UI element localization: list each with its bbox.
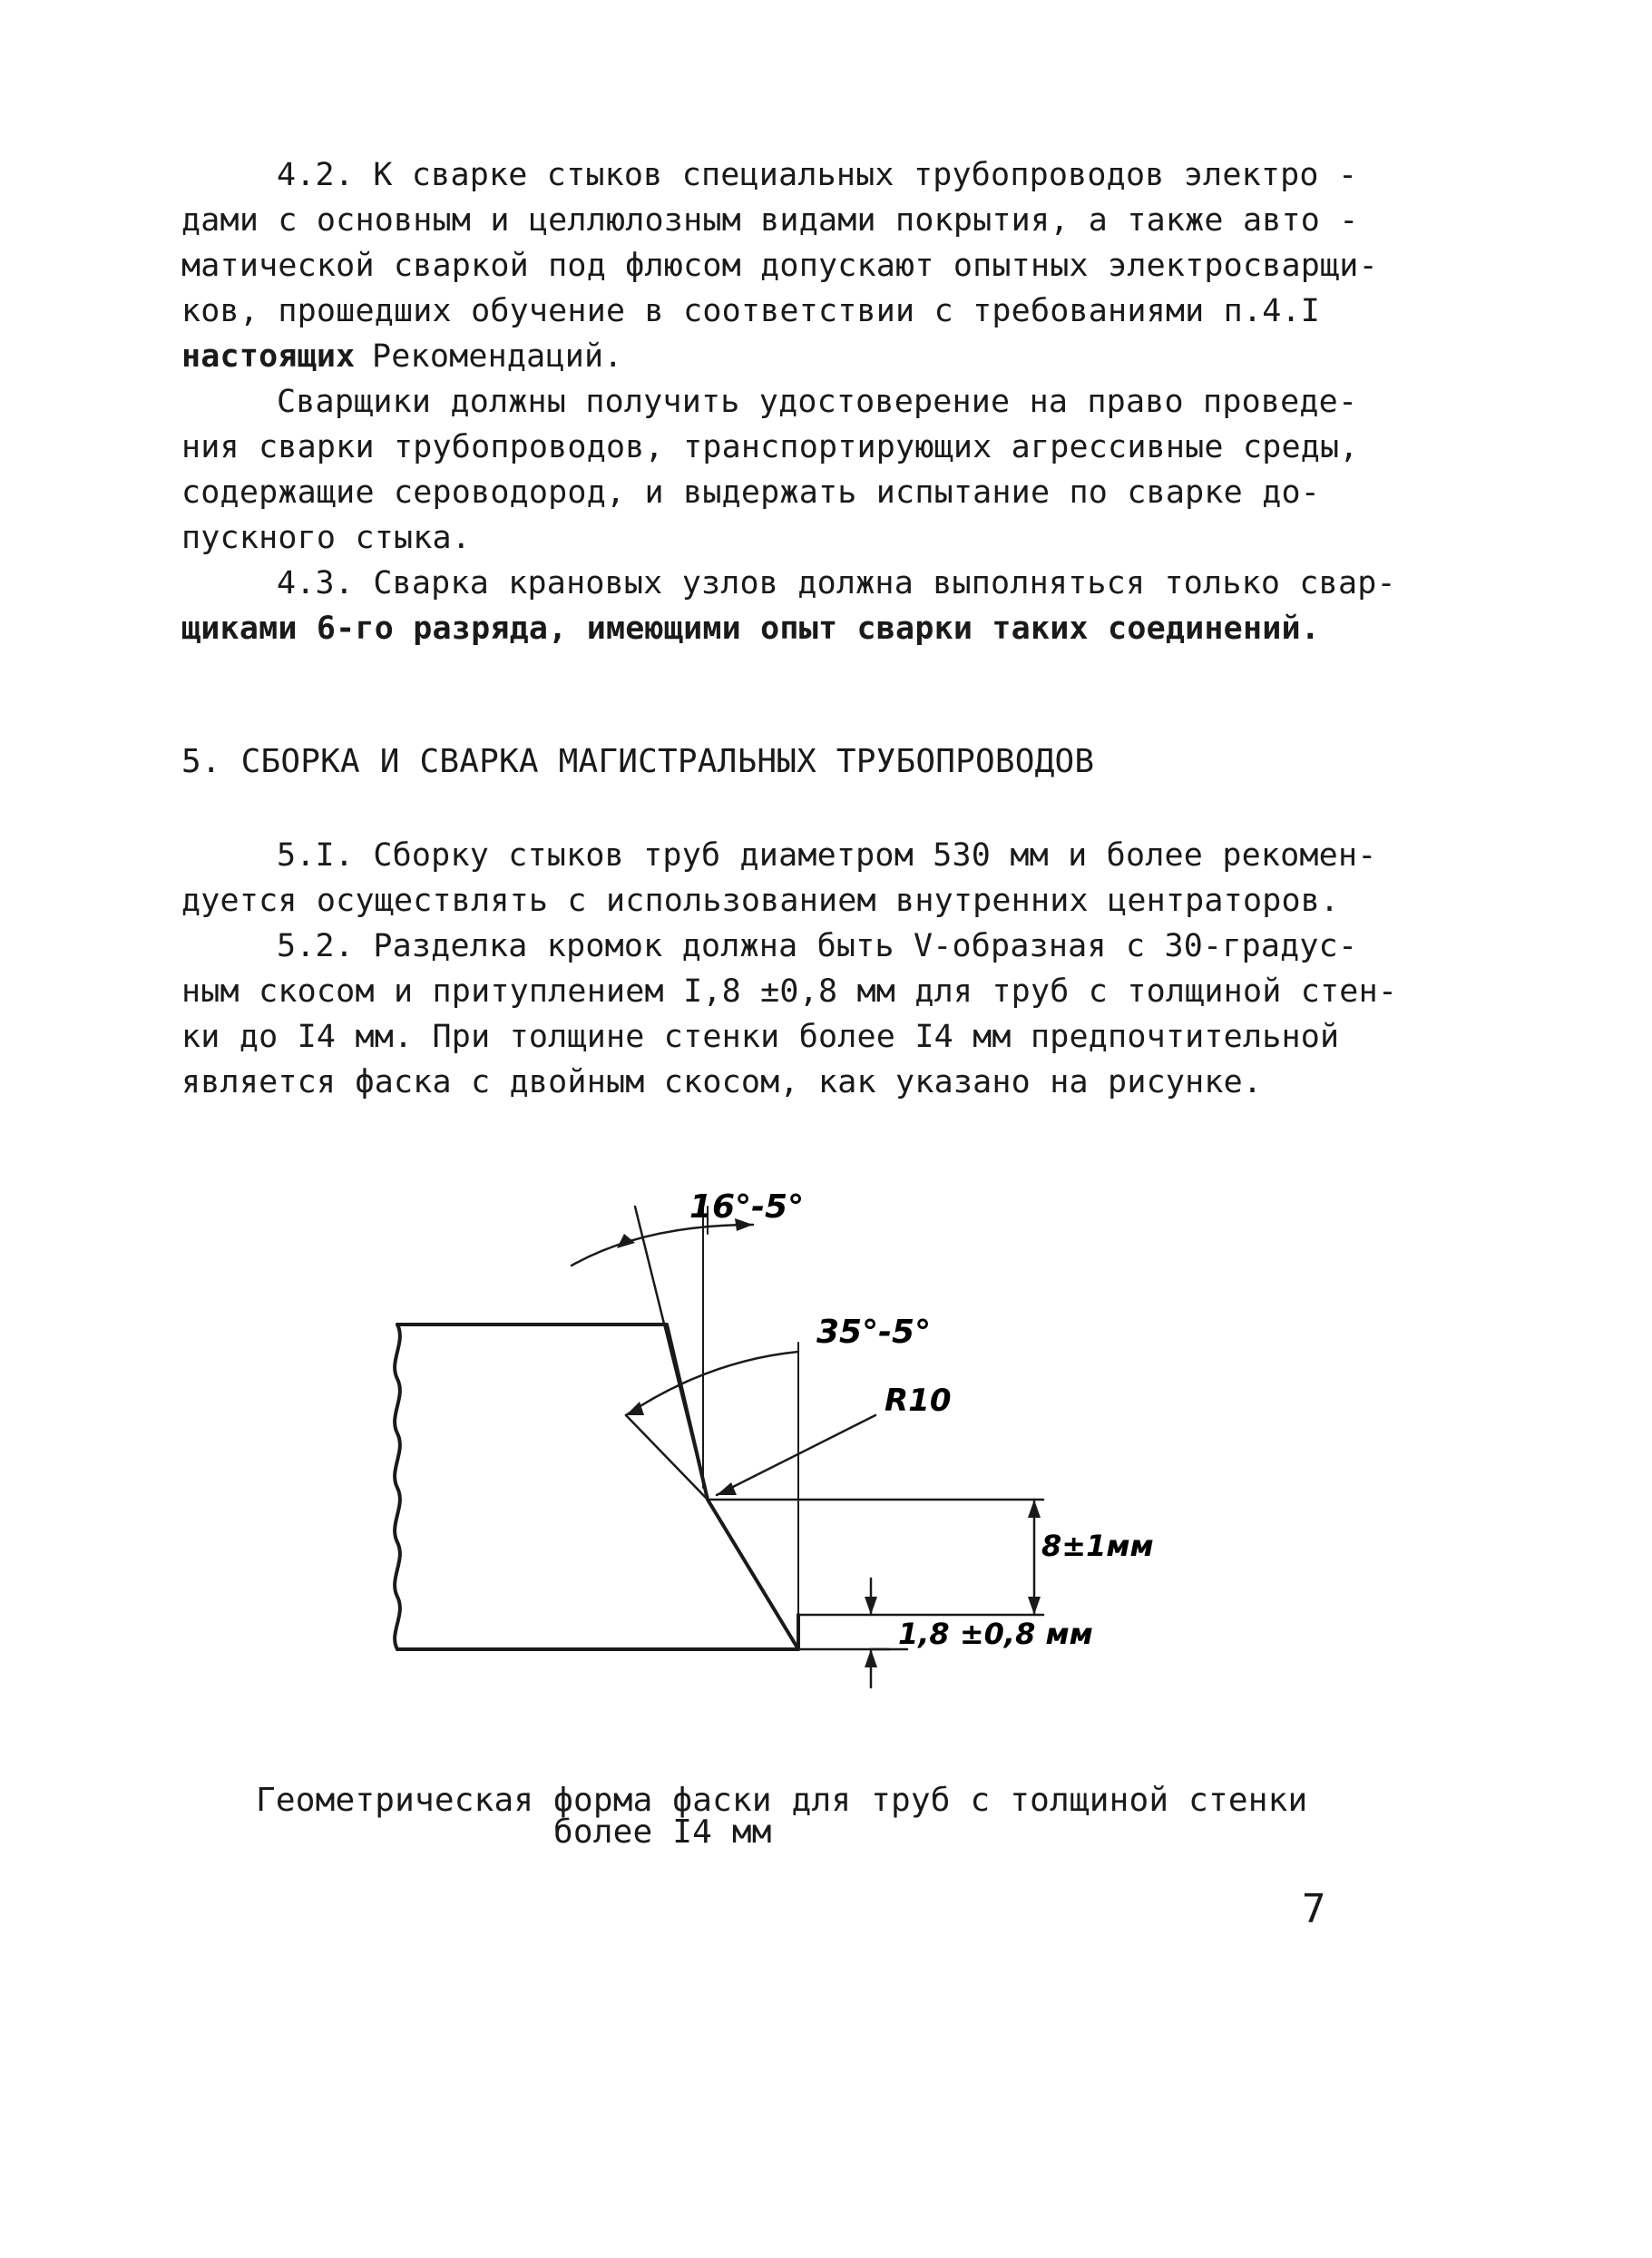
text-line: пускного стыка. bbox=[181, 520, 472, 556]
text-line: ным скосом и притуплением I,8 ±0,8 мм для труб с толщиной стен- bbox=[181, 973, 1398, 1010]
text-line: дуется осуществлять с использованием внутренних центраторов. bbox=[181, 883, 1340, 919]
text-line: 5.I. Сборку стыков труб диаметром 530 мм и более рекомен- bbox=[277, 837, 1377, 874]
angle-label-16: 16°-5° bbox=[689, 1188, 805, 1226]
text-line: ки до I4 мм. При толщине стенки более I4 мм предпочтительной bbox=[181, 1019, 1340, 1055]
text-line: матической сваркой под флюсом допускают опытных электросварщи- bbox=[181, 248, 1378, 284]
text-line: Рекомендаций. bbox=[372, 338, 623, 375]
text-line: является фаска с двойным скосом, как указано на рисунке. bbox=[181, 1064, 1263, 1100]
text-line: 5.2. Разделка кромок должна быть V-образная с 30-градус- bbox=[277, 928, 1358, 964]
arrowhead bbox=[865, 1649, 877, 1667]
text-line-bold: настоящих bbox=[181, 338, 356, 375]
arrowhead bbox=[1028, 1597, 1041, 1615]
figure-caption: более I4 мм bbox=[553, 1813, 772, 1851]
text-line: содержащие сероводород, и выдержать испытание по сварке до- bbox=[181, 474, 1321, 511]
arrowhead bbox=[1028, 1500, 1041, 1518]
pipe-wall-outline bbox=[397, 1324, 798, 1649]
figure-caption: Геометрическая форма фаски для труб с толщиной стенки bbox=[256, 1782, 1308, 1819]
bevel-extension-line bbox=[635, 1207, 708, 1500]
text-line: 4.2. К сварке стыков специальных трубопроводов электро - bbox=[277, 157, 1358, 193]
angle-arc-16 bbox=[572, 1225, 753, 1266]
angle-label-35: 35°-5° bbox=[816, 1314, 932, 1351]
arrowhead bbox=[865, 1597, 877, 1615]
page-number: 7 bbox=[1302, 1886, 1326, 1932]
section-heading: 5. СБОРКА И СВАРКА МАГИСТРАЛЬНЫХ ТРУБОПРОВОДОВ bbox=[181, 743, 1095, 780]
root-dim-label: 1,8 ±0,8 мм bbox=[898, 1617, 1093, 1651]
bevel-extension-line bbox=[626, 1415, 708, 1500]
text-line: дами с основным и целлюлозным видами покрытия, а также авто - bbox=[181, 202, 1359, 239]
text-line: ния сварки трубопроводов, транспортирующих агрессивные среды, bbox=[181, 429, 1359, 465]
radius-label: R10 bbox=[885, 1383, 952, 1419]
height-dim-label: 8±1мм bbox=[1041, 1529, 1154, 1563]
radius-leader bbox=[717, 1415, 875, 1495]
text-line: 4.3. Сварка крановых узлов должна выполняться только свар- bbox=[277, 565, 1396, 601]
text-line-bold: щиками 6-го разряда, имеющими опыт сварки таких соединений. bbox=[181, 611, 1321, 647]
arrowhead bbox=[626, 1402, 644, 1415]
arrowhead bbox=[717, 1482, 737, 1495]
text-line: Сварщики должны получить удостоверение на право проведе- bbox=[277, 384, 1358, 420]
angle-arc-35 bbox=[626, 1352, 798, 1415]
arrowhead bbox=[617, 1234, 635, 1248]
text-line: ков, прошедших обучение в соответствии с требованиями п.4.I bbox=[181, 293, 1321, 329]
break-line bbox=[395, 1324, 400, 1649]
